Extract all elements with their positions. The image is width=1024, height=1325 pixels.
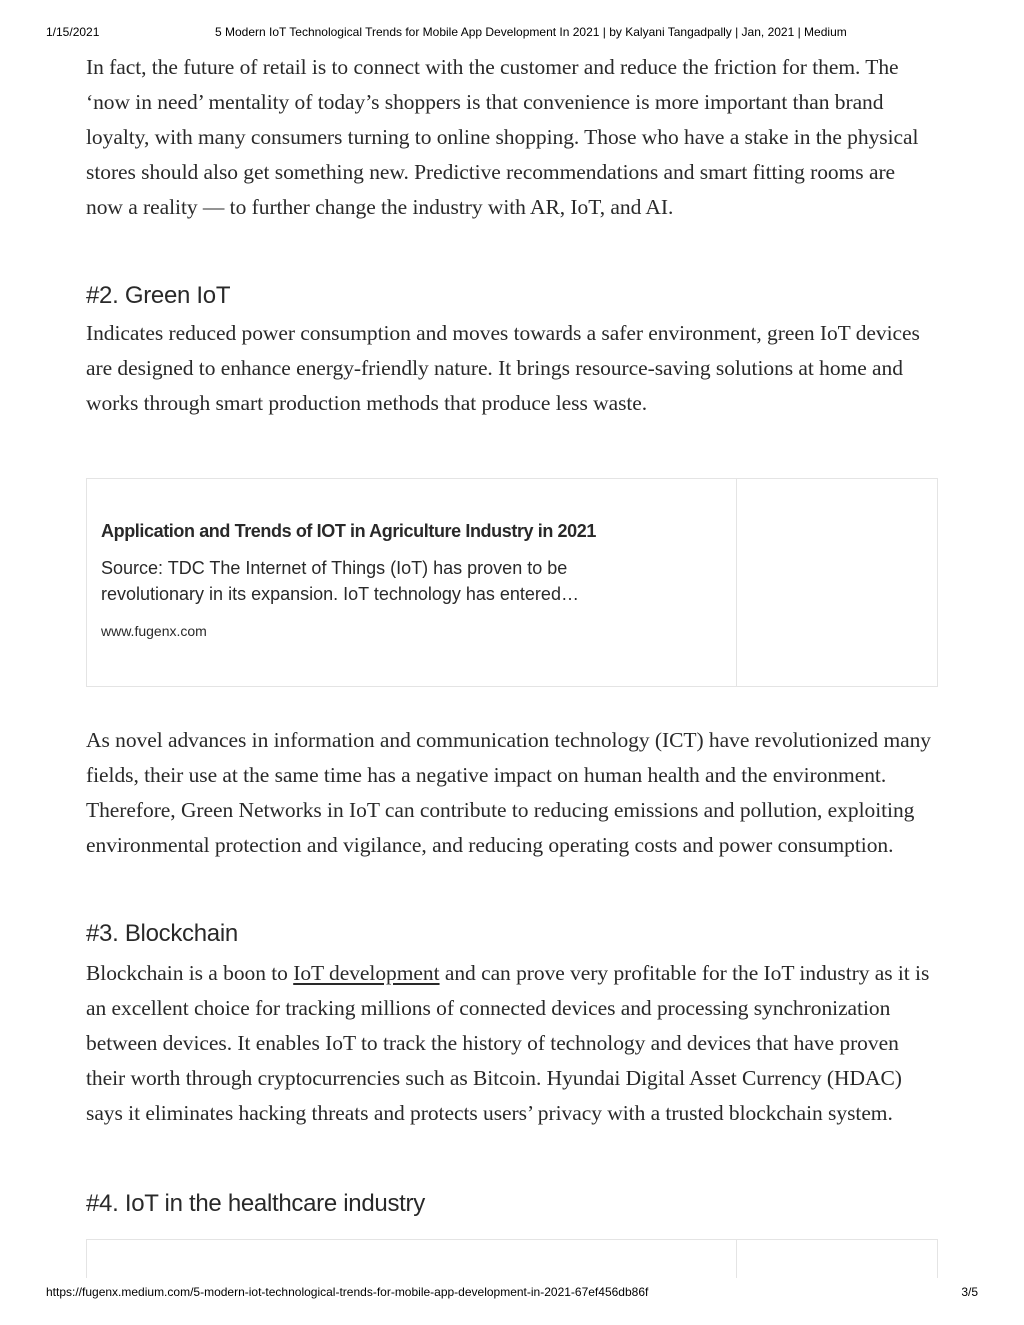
iot-development-link[interactable]: IoT development: [293, 961, 440, 985]
heading-healthcare: #4. IoT in the healthcare industry: [86, 1190, 425, 1217]
intro-paragraph: In fact, the future of retail is to connect with the customer and reduce the friction for them. The ‘now in need’ mentality of today’s shoppers is that convenience is more important than brand loyalty, with many consumers turning to online shopping. Those who have a stake in the physical stores should also get something new. Predictive recommendations and smart fitting rooms are now a reality — to further change the industry with AR, IoT, and AI.: [86, 55, 919, 219]
blockchain-paragraph: [86, 956, 931, 1131]
green-iot-paragraph: Indicates reduced power consumption and moves towards a safer environment, green IoT devices are designed to enhance energy-friendly nature. It brings resource-saving solutions at home and works through smart production methods that produce less waste.: [86, 321, 920, 415]
link-preview-domain: www.fugenx.com: [101, 623, 207, 639]
blockchain-text-start: Blockchain is a boon to: [86, 961, 294, 985]
green-iot-paragraph-2: As novel advances in information and communication technology (ICT) have revolutionized many fields, their use at the same time has a negative impact on human health and the environment. Therefore, Green Networks in IoT can contribute to reducing emissions and pollution, exploiting environmental protection and vigilance, and reducing operating costs and power consumption.: [86, 728, 932, 857]
print-page-title: 5 Modern IoT Technological Trends for Mobile App Development In 2021 | by Kalyani Tangadpally | Jan, 2021 | Medium: [215, 25, 847, 39]
heading-blockchain: #3. Blockchain: [86, 920, 238, 947]
link-preview-card-2[interactable]: [86, 1239, 938, 1278]
print-footer: [0, 1285, 1024, 1301]
link-preview-title[interactable]: Application and Trends of IOT in Agriculture Industry in 2021: [101, 521, 596, 541]
print-date: 1/15/2021: [46, 25, 100, 39]
article-body: [86, 50, 946, 1278]
blockchain-text-end: and can prove very profitable for the IoT industry as it is an excellent choice for tracking millions of connected devices and processing synchronization between devices. It enables IoT to track the history of technology and devices that have proven their worth through cryptocurrencies such as Bitcoin. Hyundai Digital Asset Currency (HDAC) says it eliminates hacking threats and protects users’ privacy with a trusted blockchain system.: [86, 961, 930, 1125]
link-preview-description: Source: TDC The Internet of Things (IoT) has proven to be revolutionary in its expansion. IoT technology has entered…: [101, 558, 579, 604]
print-header: [0, 25, 1024, 41]
link-preview-thumbnail: [736, 479, 937, 686]
link-preview-thumbnail-2: [736, 1240, 937, 1278]
heading-green-iot: #2. Green IoT: [86, 282, 231, 309]
print-page-number: 3/5: [961, 1285, 978, 1299]
link-preview-card[interactable]: [86, 478, 938, 687]
print-url: https://fugenx.medium.com/5-modern-iot-technological-trends-for-mobile-app-development-in-2021-67ef456db86f: [46, 1285, 649, 1299]
